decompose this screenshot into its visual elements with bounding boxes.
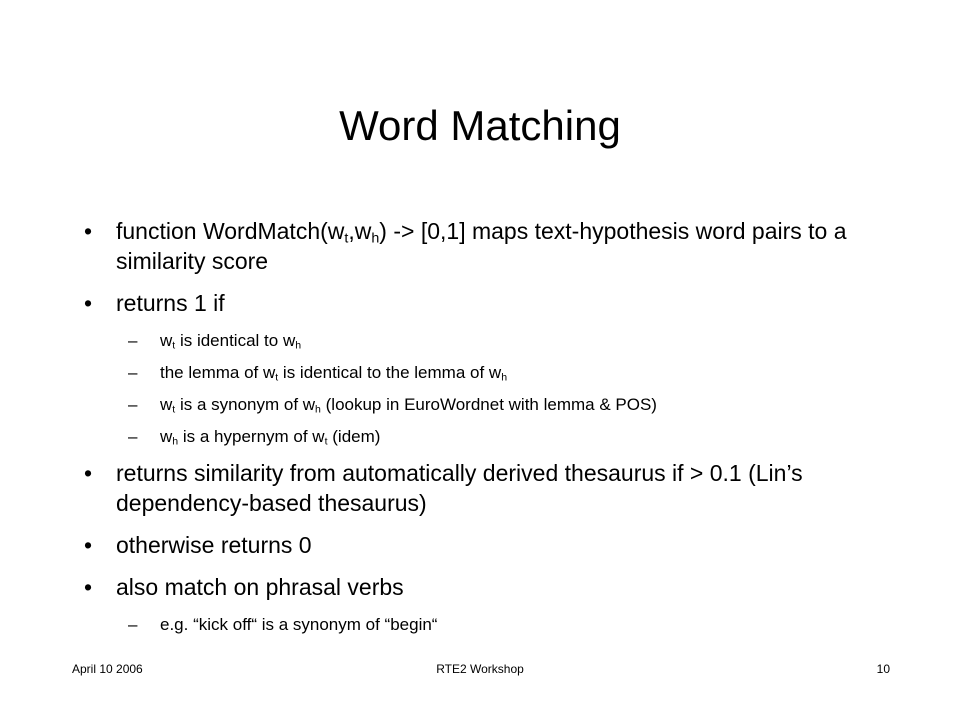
subbullet-synonym <box>78 394 878 416</box>
bullet-marker: • <box>84 574 93 600</box>
slide-title: Word Matching <box>339 102 621 149</box>
bullet-marker: • <box>84 532 93 558</box>
dash-marker: – <box>128 363 138 382</box>
footer-event: RTE2 Workshop <box>436 662 524 676</box>
dash-marker: – <box>128 331 138 350</box>
bullet-wordmatch-function <box>78 216 878 276</box>
subbullet-lemma <box>78 362 878 384</box>
dash-marker: – <box>128 615 138 634</box>
footer-date: April 10 2006 <box>72 662 143 676</box>
bullet-text: also match on phrasal verbs <box>116 574 404 600</box>
bullet-text: returns 1 if <box>116 290 225 316</box>
subbullet-text: $w_t$ is a synonym of $w_h$ (lookup in EuroWordnet with lemma & POS) <box>160 395 657 416</box>
bullet-phrasal-verbs <box>78 572 878 602</box>
bullet-returns-1 <box>78 288 878 318</box>
bullet-marker: • <box>84 218 93 244</box>
subbullet-text: e.g. “kick off“ is a synonym of “begin“ <box>160 615 438 634</box>
subbullet-text: $w_h$ is a hypernym of $w_t$ (idem) <box>160 427 381 448</box>
subbullet-example <box>78 614 878 636</box>
bullet-text: returns similarity from automatically derived thesaurus if > 0.1 (Lin’s dependency-based thesaurus) <box>116 460 803 516</box>
dash-marker: – <box>128 395 138 414</box>
subbullet-text: $w_t$ is identical to $w_h$ <box>160 331 302 352</box>
bullet-otherwise <box>78 530 878 560</box>
bullet-marker: • <box>84 460 93 486</box>
bullet-list <box>78 216 878 646</box>
subbullet-text: the lemma of $w_t$ is identical to the lemma of $w_h$ <box>160 363 508 384</box>
bullet-thesaurus <box>78 458 878 518</box>
bullet-text: function $WordMatch(w_t,w_h) -> [0,1]$ maps text-hypothesis word pairs to a similarity score <box>116 218 847 274</box>
bullet-text: otherwise returns 0 <box>116 532 312 558</box>
bullet-marker: • <box>84 290 93 316</box>
subbullet-identical <box>78 330 878 352</box>
dash-marker: – <box>128 427 138 446</box>
subbullet-hypernym <box>78 426 878 448</box>
footer-page-number: 10 <box>876 662 890 676</box>
